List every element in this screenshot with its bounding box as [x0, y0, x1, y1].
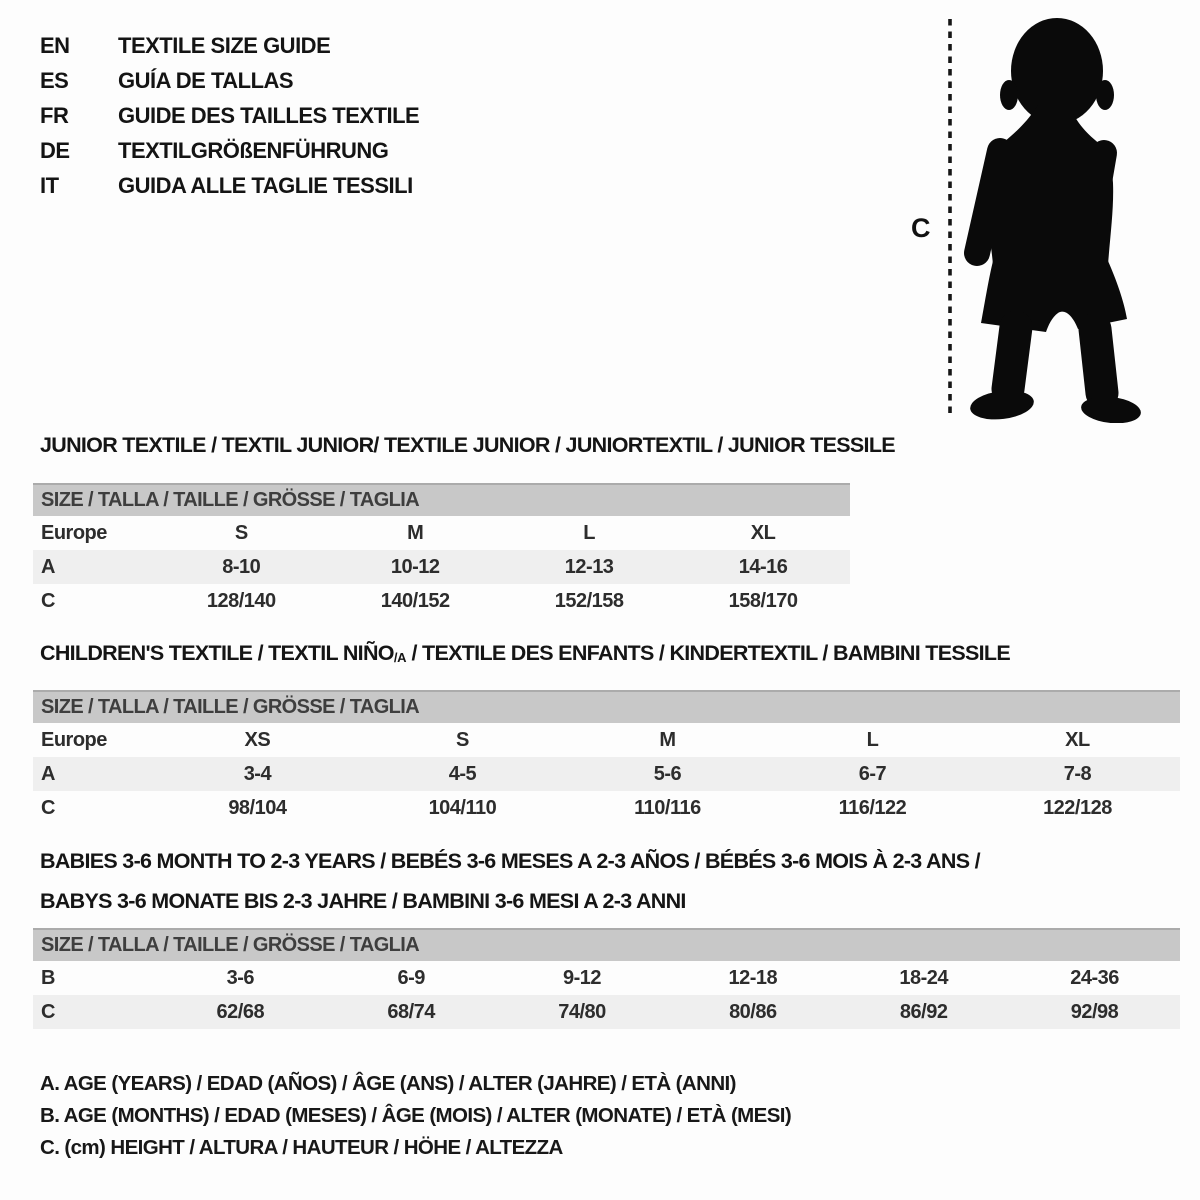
- size-cell: 14-16: [738, 555, 788, 578]
- size-row-a: [33, 757, 1180, 791]
- size-cell: 122/128: [1043, 796, 1112, 819]
- children-title-suffix: / TEXTILE DES ENFANTS / KINDERTEXTIL / BAMBINI TESSILE: [406, 641, 1010, 665]
- row-label: A: [41, 762, 55, 785]
- size-cell: 86/92: [899, 1000, 948, 1023]
- legend-line-c: C. (cm) HEIGHT / ALTURA / HAUTEUR / HÖHE / ALTEZZA: [40, 1136, 563, 1159]
- size-cell: 62/68: [216, 1000, 265, 1023]
- size-cell: 18-24: [899, 966, 949, 989]
- size-cell: L: [583, 521, 595, 544]
- language-row: [40, 68, 293, 94]
- size-table-header: [33, 483, 850, 516]
- size-cell: 10-12: [390, 555, 440, 578]
- children-title-prefix: CHILDREN'S TEXTILE / TEXTIL NIÑO: [40, 641, 394, 665]
- language-code: ES: [40, 68, 69, 93]
- language-label: TEXTILGRÖßENFÜHRUNG: [118, 138, 389, 163]
- size-cell: 12-13: [564, 555, 614, 578]
- language-code: DE: [40, 138, 70, 163]
- children-section-title: [40, 641, 1010, 666]
- size-row-c: [33, 791, 1180, 825]
- size-cell: 80/86: [729, 1000, 777, 1023]
- size-cell: 152/158: [554, 589, 624, 612]
- size-cell: 110/116: [634, 796, 701, 819]
- size-cell: 128/140: [206, 589, 276, 612]
- size-cell: 5-6: [653, 762, 682, 785]
- size-cell: L: [866, 728, 879, 751]
- size-cell: XL: [1065, 728, 1090, 751]
- size-cell: 7-8: [1063, 762, 1092, 785]
- size-cell: 24-36: [1070, 966, 1119, 989]
- size-header-label: SIZE / TALLA / TAILLE / GRÖSSE / TAGLIA: [41, 489, 420, 511]
- language-row: [40, 103, 419, 129]
- size-table-header: [33, 690, 1180, 723]
- row-label: B: [41, 966, 55, 989]
- size-cell: 158/170: [728, 589, 798, 612]
- language-label: TEXTILE SIZE GUIDE: [118, 33, 331, 58]
- size-cell: M: [407, 521, 424, 544]
- language-label: GUIDE DES TAILLES TEXTILE: [118, 103, 420, 128]
- size-cell: 3-4: [243, 762, 272, 785]
- babies-size-table: [33, 928, 1180, 1029]
- size-cell: 104/110: [428, 796, 497, 819]
- language-row: [40, 173, 413, 199]
- size-cell: 74/80: [558, 1000, 606, 1023]
- language-label: GUÍA DE TALLAS: [118, 68, 294, 93]
- size-cell: S: [455, 728, 469, 751]
- size-cell: 92/98: [1070, 1000, 1119, 1023]
- size-cell: 140/152: [380, 589, 450, 612]
- babies-section-title-line1: BABIES 3-6 MONTH TO 2-3 YEARS / BEBÉS 3-6 MESES A 2-3 AÑOS / BÉBÉS 3-6 MOIS À 2-3 ANS /: [40, 849, 980, 873]
- measure-label-c: C: [911, 213, 931, 243]
- size-row-europe: [33, 516, 850, 550]
- language-row: [40, 33, 330, 59]
- size-row-b: [33, 961, 1180, 995]
- size-cell: S: [234, 521, 248, 544]
- row-label: C: [41, 589, 55, 612]
- legend-line-b: B. AGE (MONTHS) / EDAD (MESES) / ÂGE (MOIS) / ALTER (MONATE) / ETÀ (MESI): [40, 1104, 792, 1127]
- row-label: Europe: [41, 521, 107, 544]
- size-cell: 8-10: [222, 555, 261, 578]
- row-label: Europe: [41, 728, 107, 751]
- size-cell: 6-9: [397, 966, 425, 989]
- junior-size-table: [33, 483, 850, 618]
- row-label: C: [41, 1000, 55, 1023]
- size-row-europe: [33, 723, 1180, 757]
- row-label: C: [41, 796, 55, 819]
- size-cell: 12-18: [728, 966, 778, 989]
- size-header-label: SIZE / TALLA / TAILLE / GRÖSSE / TAGLIA: [41, 696, 420, 718]
- junior-section-title: JUNIOR TEXTILE / TEXTIL JUNIOR/ TEXTILE JUNIOR / JUNIORTEXTIL / JUNIOR TESSILE: [40, 433, 895, 457]
- language-code: FR: [40, 103, 69, 128]
- legend-line-a: A. AGE (YEARS) / EDAD (AÑOS) / ÂGE (ANS) / ALTER (JAHRE) / ETÀ (ANNI): [40, 1072, 736, 1095]
- size-cell: 68/74: [387, 1000, 435, 1023]
- babies-section-title-line2: BABYS 3-6 MONATE BIS 2-3 JAHRE / BAMBINI 3-6 MESI A 2-3 ANNI: [40, 889, 686, 913]
- size-cell: 4-5: [448, 762, 477, 785]
- size-cell: 9-12: [562, 966, 602, 989]
- size-cell: 3-6: [226, 966, 255, 989]
- size-cell: M: [659, 728, 676, 751]
- size-cell: 6-7: [858, 762, 887, 785]
- language-code: EN: [40, 33, 70, 58]
- language-label: GUIDA ALLE TAGLIE TESSILI: [118, 173, 413, 198]
- size-row-c: [33, 995, 1180, 1029]
- size-row-a: [33, 550, 850, 584]
- language-row: [40, 138, 388, 164]
- size-table-header: [33, 928, 1180, 961]
- size-cell: XS: [244, 728, 271, 751]
- size-cell: XL: [750, 521, 776, 544]
- children-size-table: [33, 690, 1180, 825]
- toddler-silhouette-icon: [940, 13, 1145, 423]
- language-code: IT: [40, 173, 59, 198]
- children-title-sub: /A: [393, 650, 407, 665]
- size-header-label: SIZE / TALLA / TAILLE / GRÖSSE / TAGLIA: [41, 934, 420, 956]
- size-row-c: [33, 584, 850, 618]
- size-cell: 116/122: [838, 796, 907, 819]
- row-label: A: [41, 555, 55, 578]
- size-cell: 98/104: [228, 796, 287, 819]
